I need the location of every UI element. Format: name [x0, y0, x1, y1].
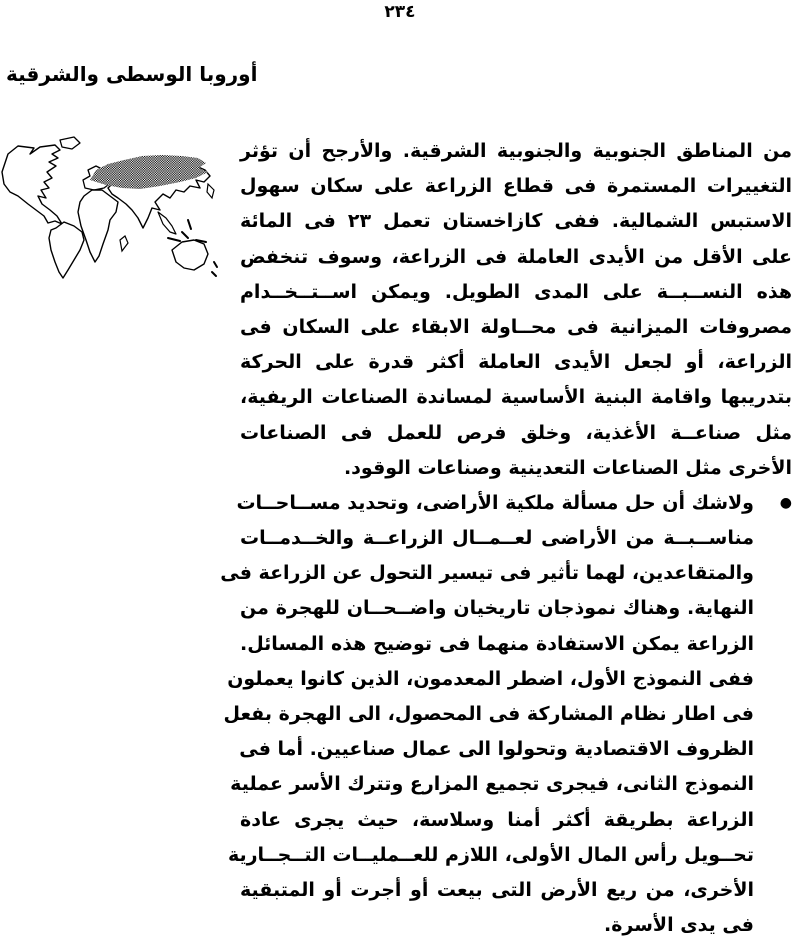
paragraph — [240, 134, 792, 486]
island-greenland — [60, 137, 80, 149]
text-line: الأخرى، من ريع الأرض التى بيعت أو أجرت أو المتبقية — [240, 878, 754, 901]
text-line: النهاية. وهناك نموذجان تاريخيان واضــحــان للهجرة من — [240, 597, 754, 620]
continent-australia — [172, 240, 208, 270]
continent-south-america — [49, 222, 84, 278]
region-southeast-asia — [158, 212, 176, 234]
text-line: على الأقل من الأيدى العاملة فى الزراعة، وسوف تنخفض — [240, 245, 792, 268]
text-line: الزراعة يمكن الاستفادة منهما فى توضيح هذه المسائل. — [240, 632, 754, 655]
text-line: هذه النســبــة على المدى الطويل. ويمكن اســتــخــدام — [240, 280, 792, 303]
text-line: ولاشك أن حل مسألة ملكية الأراضى، وتحديد مســاحــات — [236, 491, 754, 514]
text-line: فى اطار نظام المشاركة فى المحصول، الى الهجرة بفعل — [223, 703, 754, 725]
text-line: والمتقاعدين، لهما تأثير فى تيسير التحول عن الزراعة فى — [220, 562, 754, 585]
text-line: فى يدى الأسرة. — [603, 914, 754, 937]
text-line: تحــويل رأس المال الأولى، اللازم للعــمليــات التــجــارية — [227, 843, 754, 866]
bulleted-paragraph — [220, 486, 792, 943]
section-heading: أوروبا الوسطى والشرقية — [6, 62, 258, 86]
island-japan — [207, 184, 214, 198]
text-line: مثل صناعــة الأغذية، وخلق فرص للعمل فى الصناعات — [240, 421, 792, 444]
text-line: الظروف الاقتصادية وتحولوا الى عمال صناعيين. أما فى — [239, 738, 754, 761]
text-line: مصروفات الميزانية فى محــاولة الابقاء على السكان فى — [240, 315, 792, 338]
island-madagascar — [120, 236, 128, 251]
main-text-block — [220, 134, 792, 943]
bullet-marker: ● — [779, 494, 792, 511]
text-line: بتدريبها واقامة البنية الأساسية لمساندة الصناعات الريفية، — [240, 386, 792, 409]
page-number: ٢٣٤ — [384, 2, 416, 22]
text-line: النموذج الثانى، فيجرى تجميع المزارع وتترك الأسر عملية — [230, 773, 754, 796]
text-line: ففى النموذج الأول، اضطر المعدمون، الذين كانوا يعملون — [227, 667, 754, 690]
continent-north-america — [2, 145, 62, 224]
text-line: من المناطق الجنوبية والجنوبية الشرقية. والأرجح أن تؤثر — [240, 140, 792, 162]
world-map — [0, 132, 232, 284]
text-line: الاستبس الشمالية. ففى كازاخستان تعمل ٢٣ فى المائة — [240, 210, 792, 233]
world-map-graphic — [0, 132, 232, 284]
text-line: الزراعة بطريقة أكثر أمنا وسلاسة، حيث يجرى عادة — [240, 808, 754, 831]
text-line: الأخرى مثل الصناعات التعدينية وصناعات الوقود. — [343, 456, 792, 479]
text-line: الزراعة، أو لجعل الأيدى العاملة أكثر قدرة على الحركة — [240, 351, 792, 374]
islands-new-zealand — [212, 262, 217, 276]
continent-africa — [78, 190, 118, 262]
text-line: مناســبــة من الأراضى لعــمــال الزراعــة والخــدمــات — [240, 527, 754, 550]
text-line: التغييرات المستمرة فى قطاع الزراعة على سكان سهول — [240, 175, 792, 198]
